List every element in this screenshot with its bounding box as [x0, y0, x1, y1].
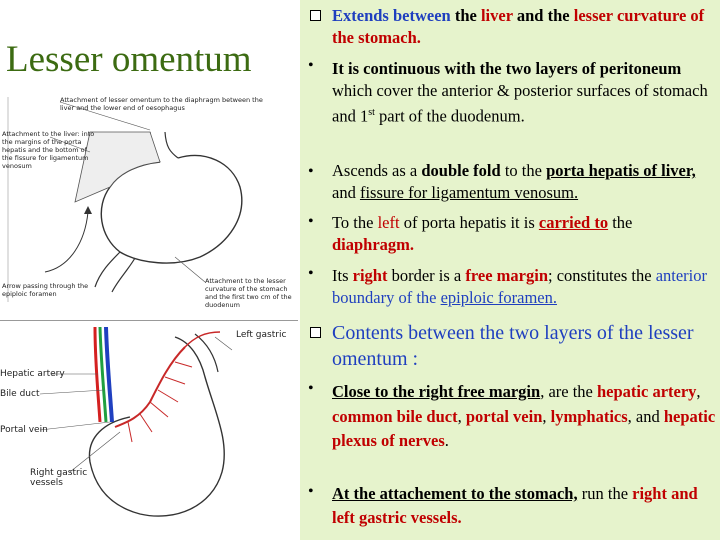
- text-epiploic-foramen: epiploic foramen.: [440, 288, 557, 307]
- left-panel: [0, 0, 300, 540]
- heading-text: the: [454, 6, 477, 25]
- text: of porta hepatis it is: [403, 213, 535, 232]
- bullet-icon: •: [308, 380, 314, 397]
- text-carried-to: carried to: [538, 213, 609, 232]
- heading-text: Extends between: [332, 6, 451, 25]
- text-gastric-vessels: right and left gastric vessels.: [332, 484, 698, 527]
- bullet-icon: •: [308, 57, 314, 74]
- fig2-label-portal-vein: Portal vein: [0, 425, 48, 435]
- heading-text: and the: [516, 6, 570, 25]
- fig2-label-hepatic-artery: Hepatic artery: [0, 369, 65, 379]
- heading-curvature: curvature of the stomach.: [332, 6, 705, 47]
- fig2-label-right-gastric: Right gastric vessels: [30, 468, 88, 488]
- text: , are the: [540, 382, 593, 401]
- bullet-left: [332, 212, 717, 256]
- text: Its: [332, 266, 349, 285]
- text: to the: [504, 161, 542, 180]
- text-hepatic-artery: hepatic artery: [597, 382, 697, 401]
- text-close-to-margin: Close to the right free margin: [332, 382, 541, 401]
- contents-diagram: [0, 322, 300, 540]
- text: To the: [332, 213, 374, 232]
- text: ,: [696, 382, 701, 401]
- bullet-contents-gastric: [332, 482, 717, 530]
- text-right: right: [352, 266, 388, 285]
- text-common-bile-duct: common bile duct: [332, 406, 458, 426]
- text-fissure: fissure for ligamentum venosum.: [359, 183, 579, 202]
- lesser-omentum-diagram: [0, 92, 300, 317]
- fig1-label-arrow: Arrow passing through the epiploic foramen: [2, 282, 89, 298]
- bullet-icon: •: [308, 483, 314, 500]
- text: Ascends as a: [332, 161, 418, 180]
- text: .: [444, 431, 449, 450]
- text-anterior-boundary: anterior boundary of the: [332, 266, 708, 307]
- text: ,: [542, 406, 547, 426]
- bullet-continuous: [332, 58, 717, 128]
- fig1-label-right: Attachment to the lesser curvature of the stomach and the first two cm of the duodenum: [205, 277, 292, 309]
- text: the: [612, 213, 633, 232]
- bullet-icon: •: [308, 213, 314, 230]
- text: ,: [457, 406, 462, 426]
- heading-lesser: lesser: [573, 6, 613, 25]
- superscript: st: [368, 107, 375, 118]
- notes-panel: [300, 0, 720, 540]
- square-bullet-icon: [310, 327, 321, 338]
- text: and: [332, 183, 356, 202]
- bullet-icon: •: [308, 163, 314, 180]
- fig1-label-top: Attachment of lesser omentum to the diaphragm between the liver and the lower end of oesophagus: [60, 96, 263, 112]
- text-hepatic-plexus: hepatic plexus of nerves: [332, 406, 716, 450]
- text-left: left: [377, 213, 400, 232]
- fig2-label-left-gastric: Left gastric: [236, 330, 287, 340]
- bullet-icon: •: [308, 265, 314, 282]
- fig2-label-bile-duct: Bile duct: [0, 389, 40, 399]
- text: ; constitutes the: [548, 266, 652, 285]
- heading-liver: liver: [480, 6, 513, 25]
- figure-divider: [0, 320, 298, 321]
- section1-heading: [332, 5, 712, 49]
- text: which cover the anterior & posterior surfaces of stomach and 1: [332, 81, 708, 126]
- section2-heading: Contents between the two layers of the lesser omentum :: [332, 322, 694, 370]
- text: run the: [581, 484, 629, 503]
- text-attachment: At the attachement to the stomach,: [332, 484, 578, 503]
- text-diaphragm: diaphragm.: [332, 235, 415, 254]
- text-double-fold: double fold: [421, 161, 501, 180]
- bullet-right-border: [332, 265, 717, 309]
- text-porta-hepatis: porta hepatis of liver,: [546, 161, 696, 180]
- bullet-contents-right-margin: [332, 380, 717, 454]
- text-portal-vein: portal vein: [465, 406, 543, 426]
- text: It is continuous with the two layers of: [332, 59, 596, 78]
- text-lymphatics: lymphatics: [550, 406, 628, 426]
- fig1-label-left: Attachment to the liver: into the margins of the porta hepatis and the bottom of the fissure for ligamentum venosum: [2, 130, 95, 170]
- text: border is a: [391, 266, 462, 285]
- text: part of the duodenum.: [379, 106, 525, 126]
- text-peritoneum: peritoneum: [599, 59, 682, 78]
- bullet-double-fold: [332, 160, 717, 204]
- text: , and: [627, 406, 660, 426]
- square-bullet-icon: [310, 10, 321, 21]
- page-title: Lesser omentum: [6, 39, 252, 80]
- text-free-margin: free margin: [465, 266, 548, 285]
